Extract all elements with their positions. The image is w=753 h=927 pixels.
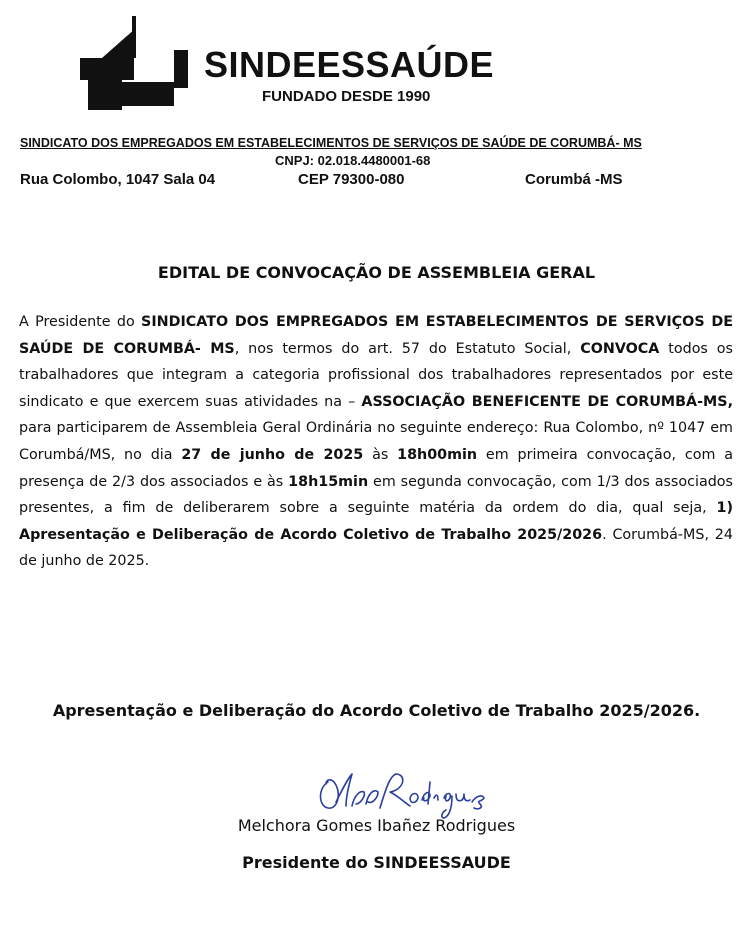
- signer-role: Presidente do SINDEESSAUDE: [242, 853, 511, 872]
- address-street: Rua Colombo, 1047 Sala 04: [20, 171, 216, 188]
- body-text-4: para participarem de Assembleia Geral Ordinária no seguinte endereço: Rua Colombo, nº 1047 em Corumbá/MS, no dia: [19, 420, 733, 463]
- body-text-8: . Corumbá-MS, 24 de junho de 2025.: [19, 526, 733, 570]
- body-text-2: , nos termos do art. 57 do Estatuto Social,: [234, 340, 581, 357]
- body-text-3: todos os trabalhadores que integram a categoria profissional dos trabalhadores representados por este sindicato e que exercem suas atividades na –: [19, 340, 733, 410]
- body-first-time: 18h00min: [397, 446, 478, 463]
- body-text-6: em primeira convocação, com a presença de 2/3 dos associados e às: [19, 446, 733, 490]
- handwritten-signature: [312, 762, 512, 820]
- union-logo: [78, 12, 206, 112]
- union-full-name: SINDICATO DOS EMPREGADOS EM ESTABELECIMENTOS DE SERVIÇOS DE SAÚDE DE CORUMBÁ- MS: [20, 136, 642, 150]
- body-text-1: A Presidente do: [19, 314, 142, 330]
- address-cep: CEP 79300-080: [298, 171, 405, 188]
- body-second-time: 18h15min: [288, 473, 369, 490]
- address-city: Corumbá -MS: [525, 171, 623, 188]
- document-title: EDITAL DE CONVOCAÇÃO DE ASSEMBLEIA GERAL: [157, 263, 596, 282]
- signer-name: Melchora Gomes Ibañez Rodrigues: [237, 816, 516, 835]
- body-text-5: às: [363, 446, 398, 463]
- body-agenda-item: 1) Apresentação e Deliberação de Acordo Coletivo de Trabalho 2025/2026: [19, 500, 733, 543]
- agenda-heading: Apresentação e Deliberação do Acordo Coletivo de Trabalho 2025/2026.: [52, 701, 701, 720]
- body-date: 27 de junho de 2025: [181, 446, 364, 463]
- convocation-body: [19, 309, 733, 575]
- brand-name: SINDEESSAÚDE: [204, 44, 495, 85]
- body-union-name: SINDICATO DOS EMPREGADOS EM ESTABELECIMENTOS DE SERVIÇOS DE SAÚDE DE CORUMBÁ- MS: [19, 314, 733, 357]
- cnpj: CNPJ: 02.018.4480001-68: [275, 153, 431, 168]
- body-convoca: CONVOCA: [580, 340, 660, 357]
- body-association: ASSOCIAÇÃO BENEFICENTE DE CORUMBÁ-MS,: [361, 393, 734, 410]
- body-text-7: em segunda convocação, com 1/3 dos associados presentes, a fim de deliberarem sobre a seguinte matéria da ordem do dia, qual seja,: [19, 473, 733, 517]
- brand-subtitle: FUNDADO DESDE 1990: [262, 88, 431, 105]
